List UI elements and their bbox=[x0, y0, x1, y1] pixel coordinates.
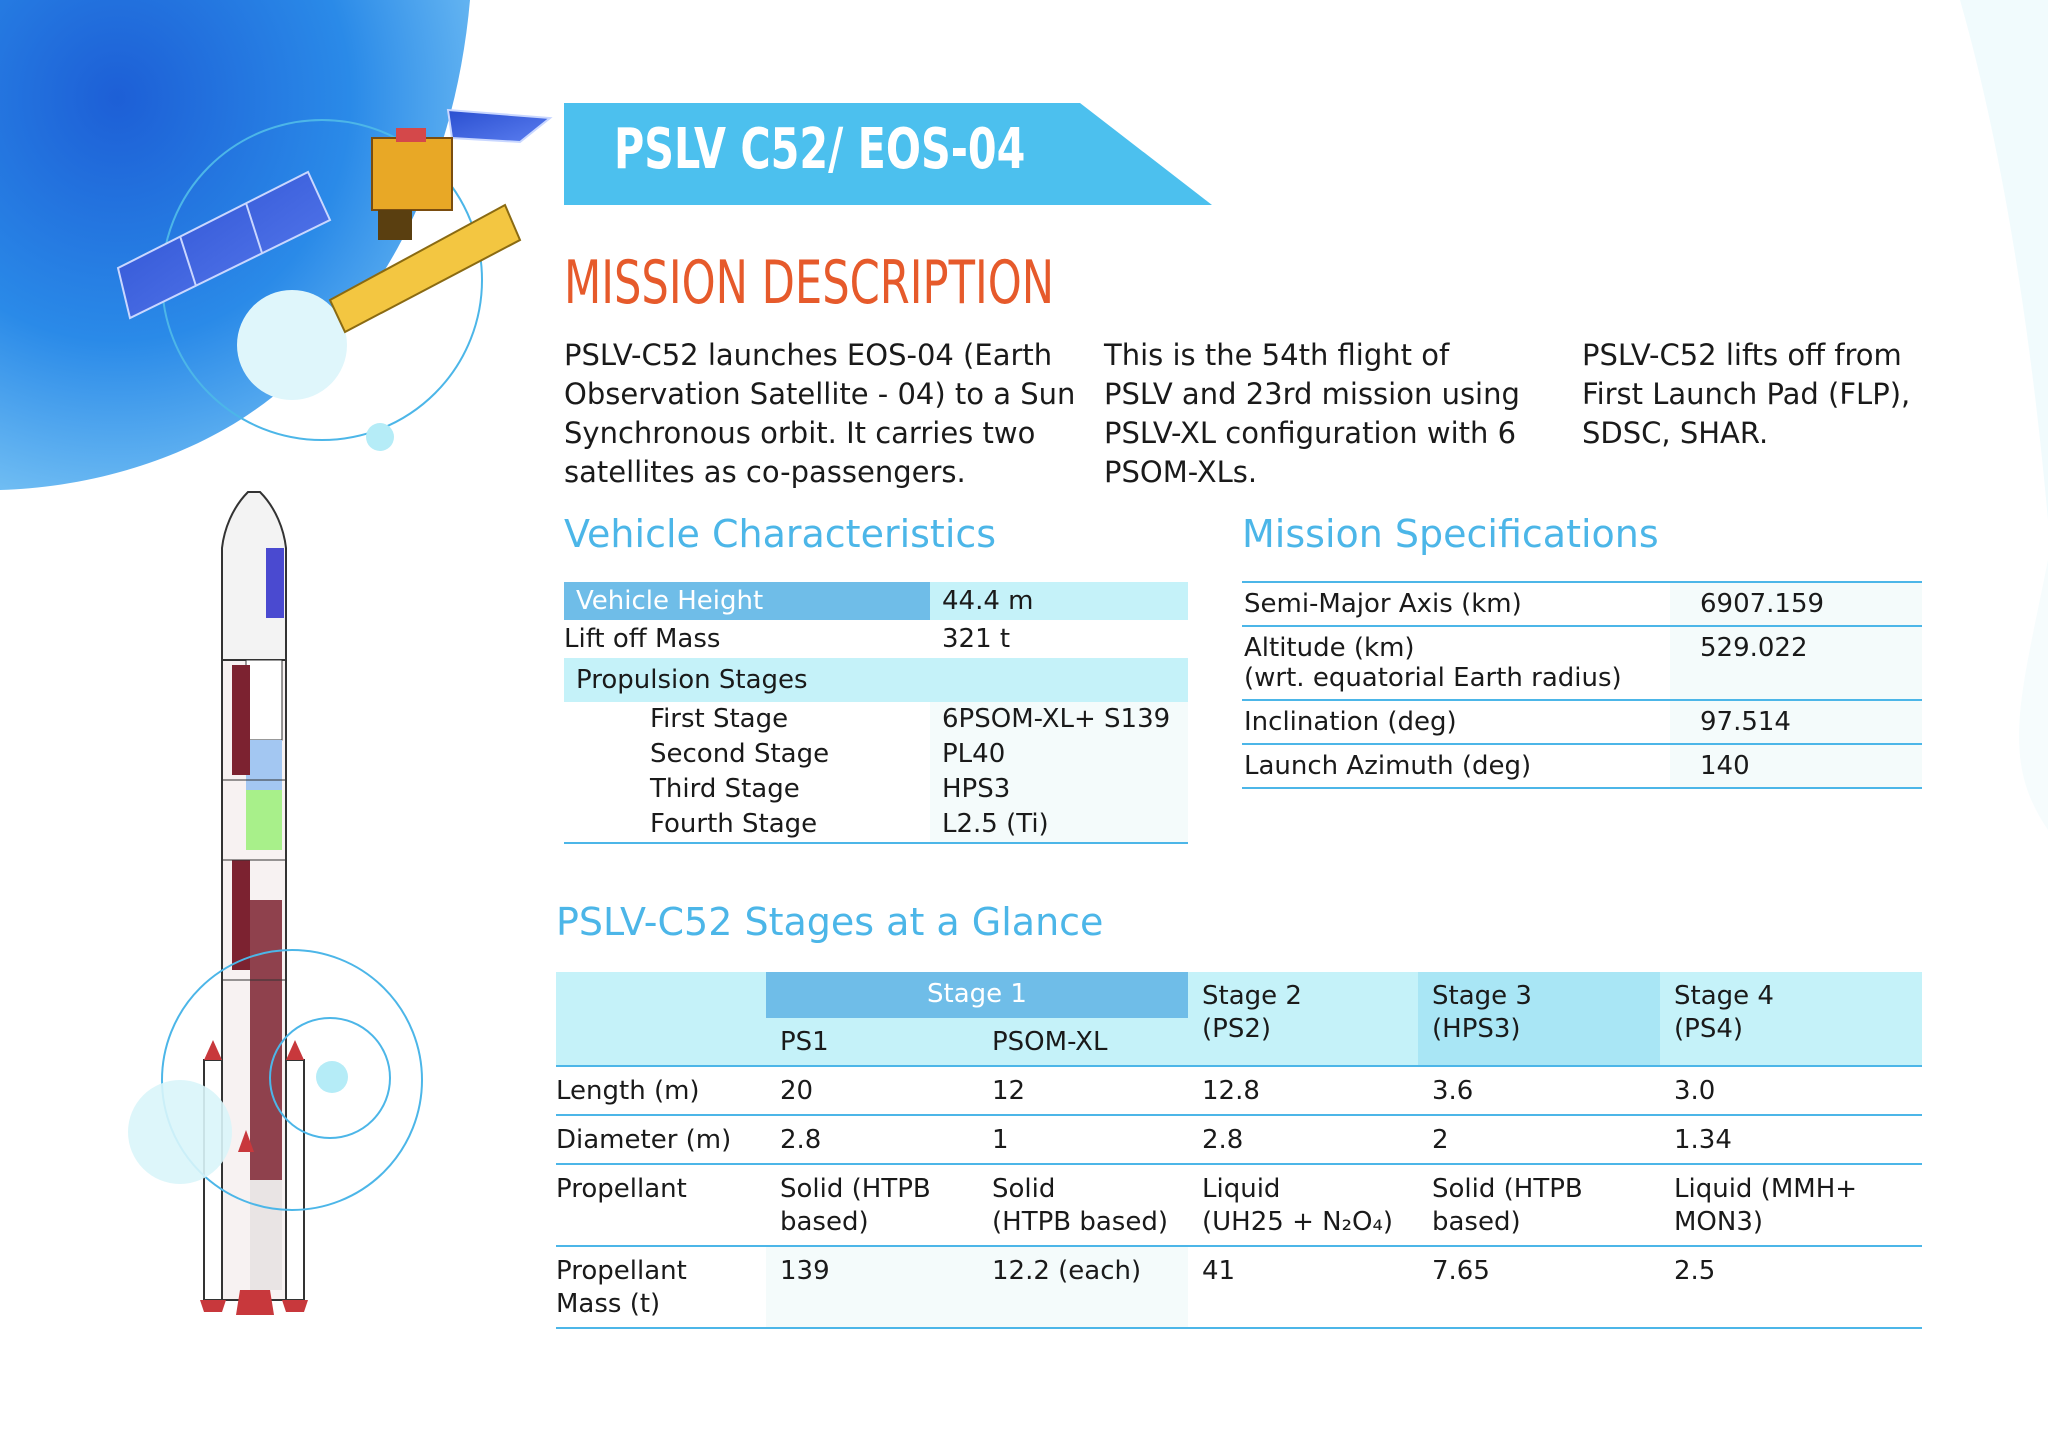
cell bbox=[978, 1164, 1188, 1246]
table-row bbox=[556, 1066, 1922, 1115]
table-row bbox=[1242, 582, 1922, 626]
stage3-name: Stage 3 bbox=[1432, 981, 1532, 1011]
desc-line: PSLV-C52 lifts off from bbox=[1582, 338, 1902, 372]
stage-label: Fourth Stage bbox=[650, 809, 818, 839]
cell: 7.65 bbox=[1432, 1256, 1490, 1286]
propulsion-label: Propulsion Stages bbox=[564, 658, 1188, 702]
psom-header: PSOM-XL bbox=[978, 1018, 1188, 1066]
spec-label: Semi-Major Axis (km) bbox=[1244, 589, 1522, 619]
spec-value: 6907.159 bbox=[1670, 582, 1922, 626]
stage4-code: (PS4) bbox=[1674, 1014, 1744, 1044]
cell: 41 bbox=[1202, 1256, 1236, 1286]
vehicle-heading: Vehicle Characteristics bbox=[564, 512, 997, 556]
spec-value: 529.022 bbox=[1670, 626, 1922, 700]
cell: 2.8 bbox=[780, 1125, 822, 1155]
row-label bbox=[556, 1246, 766, 1328]
cell bbox=[1660, 1164, 1922, 1246]
spec-label: Inclination (deg) bbox=[1244, 707, 1457, 737]
cell: 3.6 bbox=[1432, 1076, 1474, 1106]
desc-line: This is the 54th flight of bbox=[1104, 338, 1450, 372]
stage-value: HPS3 bbox=[930, 772, 1188, 807]
cell: 12.8 bbox=[1202, 1076, 1260, 1106]
specs-heading: Mission Specifications bbox=[1242, 512, 1659, 556]
spec-label bbox=[1242, 626, 1670, 700]
rocket-bubble bbox=[128, 1080, 232, 1184]
stage-label: Third Stage bbox=[650, 774, 800, 804]
cell-line: Liquid (MMH+ bbox=[1674, 1174, 1858, 1204]
stage2-code: (PS2) bbox=[1202, 1014, 1272, 1044]
height-label: Vehicle Height bbox=[564, 582, 930, 620]
cell-line: Solid bbox=[992, 1174, 1056, 1204]
page-title: PSLV C52/ EOS-04 bbox=[614, 117, 1026, 182]
cell-line: Solid (HTPB bbox=[1432, 1174, 1583, 1204]
spec-label: Launch Azimuth (deg) bbox=[1244, 751, 1532, 781]
orbit-bubble bbox=[237, 290, 347, 400]
table-row bbox=[564, 807, 1188, 843]
specs-table bbox=[1242, 581, 1922, 789]
cell: 1.34 bbox=[1674, 1125, 1732, 1155]
desc-line: PSLV and 23rd mission using bbox=[1104, 377, 1520, 411]
stage4-name: Stage 4 bbox=[1674, 981, 1774, 1011]
header-empty bbox=[556, 972, 766, 1066]
vehicle-table bbox=[564, 582, 1188, 844]
cell-line: Solid (HTPB bbox=[780, 1174, 931, 1204]
desc-line: Observation Satellite - 04) to a Sun bbox=[564, 377, 1076, 411]
spec-value: 140 bbox=[1670, 744, 1922, 788]
cell-line: Liquid bbox=[1202, 1174, 1281, 1204]
row-label-line: Mass (t) bbox=[556, 1289, 661, 1319]
title-banner bbox=[564, 103, 1214, 205]
stage3-code: (HPS3) bbox=[1432, 1014, 1521, 1044]
cell: 2.5 bbox=[1674, 1256, 1716, 1286]
table-row bbox=[556, 1164, 1922, 1246]
cell bbox=[1418, 1164, 1660, 1246]
orbit-bubble-small bbox=[366, 423, 394, 451]
desc-line: PSLV-C52 launches EOS-04 (Earth bbox=[564, 338, 1053, 372]
spec-label-sub: (wrt. equatorial Earth radius) bbox=[1244, 663, 1622, 693]
row-label: Length (m) bbox=[556, 1076, 700, 1106]
table-row bbox=[564, 620, 1188, 658]
ps1-header: PS1 bbox=[766, 1018, 978, 1066]
cell: 139 bbox=[766, 1246, 978, 1328]
stage3-header bbox=[1418, 972, 1660, 1066]
desc-line: PSLV-XL configuration with 6 bbox=[1104, 416, 1517, 450]
stage1-header: Stage 1 bbox=[766, 972, 1188, 1018]
table-row bbox=[1242, 744, 1922, 788]
cell-line: based) bbox=[1432, 1207, 1521, 1237]
mass-label: Lift off Mass bbox=[564, 624, 721, 654]
mission-desc-col1 bbox=[564, 336, 1084, 492]
cell: 1 bbox=[992, 1125, 1009, 1155]
desc-line: Synchronous orbit. It carries two bbox=[564, 416, 1036, 450]
stage-label: Second Stage bbox=[650, 739, 830, 769]
mission-heading: MISSION DESCRIPTION bbox=[564, 248, 1055, 318]
row-label-line: Propellant bbox=[556, 1256, 687, 1286]
stage2-name: Stage 2 bbox=[1202, 981, 1302, 1011]
table-row bbox=[1242, 626, 1922, 700]
cell: 2.8 bbox=[1202, 1125, 1244, 1155]
height-value: 44.4 m bbox=[930, 582, 1188, 620]
glance-heading: PSLV-C52 Stages at a Glance bbox=[556, 900, 1104, 944]
table-row bbox=[564, 702, 1188, 737]
mass-value: 321 t bbox=[942, 624, 1011, 654]
table-header-row bbox=[556, 972, 1922, 1018]
cell bbox=[1188, 1164, 1418, 1246]
cell-line: (UH25 + N₂O₄) bbox=[1202, 1207, 1394, 1237]
mission-desc-col3 bbox=[1582, 336, 2022, 453]
spec-label-main: Altitude (km) bbox=[1244, 633, 1415, 663]
glance-table bbox=[556, 972, 1922, 1329]
stage-value: 6PSOM-XL+ S139 bbox=[930, 702, 1188, 737]
desc-line: PSOM-XLs. bbox=[1104, 455, 1258, 489]
table-row bbox=[1242, 700, 1922, 744]
cell: 12.2 (each) bbox=[978, 1246, 1188, 1328]
cell-line: MON3) bbox=[1674, 1207, 1764, 1237]
cell bbox=[766, 1164, 978, 1246]
desc-line: satellites as co-passengers. bbox=[564, 455, 966, 489]
cell-line: (HTPB based) bbox=[992, 1207, 1168, 1237]
desc-line: SDSC, SHAR. bbox=[1582, 416, 1769, 450]
stage2-header bbox=[1188, 972, 1418, 1066]
table-row bbox=[564, 582, 1188, 620]
stage-value: L2.5 (Ti) bbox=[930, 807, 1188, 843]
mission-desc-col2 bbox=[1104, 336, 1564, 492]
desc-line: First Launch Pad (FLP), bbox=[1582, 377, 1911, 411]
cell-line: based) bbox=[780, 1207, 869, 1237]
stage-label: First Stage bbox=[650, 704, 789, 734]
rocket-bubble-small bbox=[316, 1061, 348, 1093]
stage-value: PL40 bbox=[930, 737, 1188, 772]
row-label: Diameter (m) bbox=[556, 1125, 732, 1155]
cell: 12 bbox=[992, 1076, 1026, 1106]
table-row bbox=[564, 772, 1188, 807]
right-arc-graphic-lower bbox=[2019, 560, 2048, 830]
cell: 3.0 bbox=[1674, 1076, 1716, 1106]
table-row bbox=[556, 1115, 1922, 1164]
table-row bbox=[564, 737, 1188, 772]
table-row bbox=[556, 1246, 1922, 1328]
spec-value: 97.514 bbox=[1670, 700, 1922, 744]
rocket-graphic bbox=[200, 492, 308, 1315]
row-label: Propellant bbox=[556, 1174, 687, 1204]
cell: 2 bbox=[1432, 1125, 1449, 1155]
table-row bbox=[564, 658, 1188, 702]
cell: 20 bbox=[780, 1076, 814, 1106]
stage4-header bbox=[1660, 972, 1922, 1066]
